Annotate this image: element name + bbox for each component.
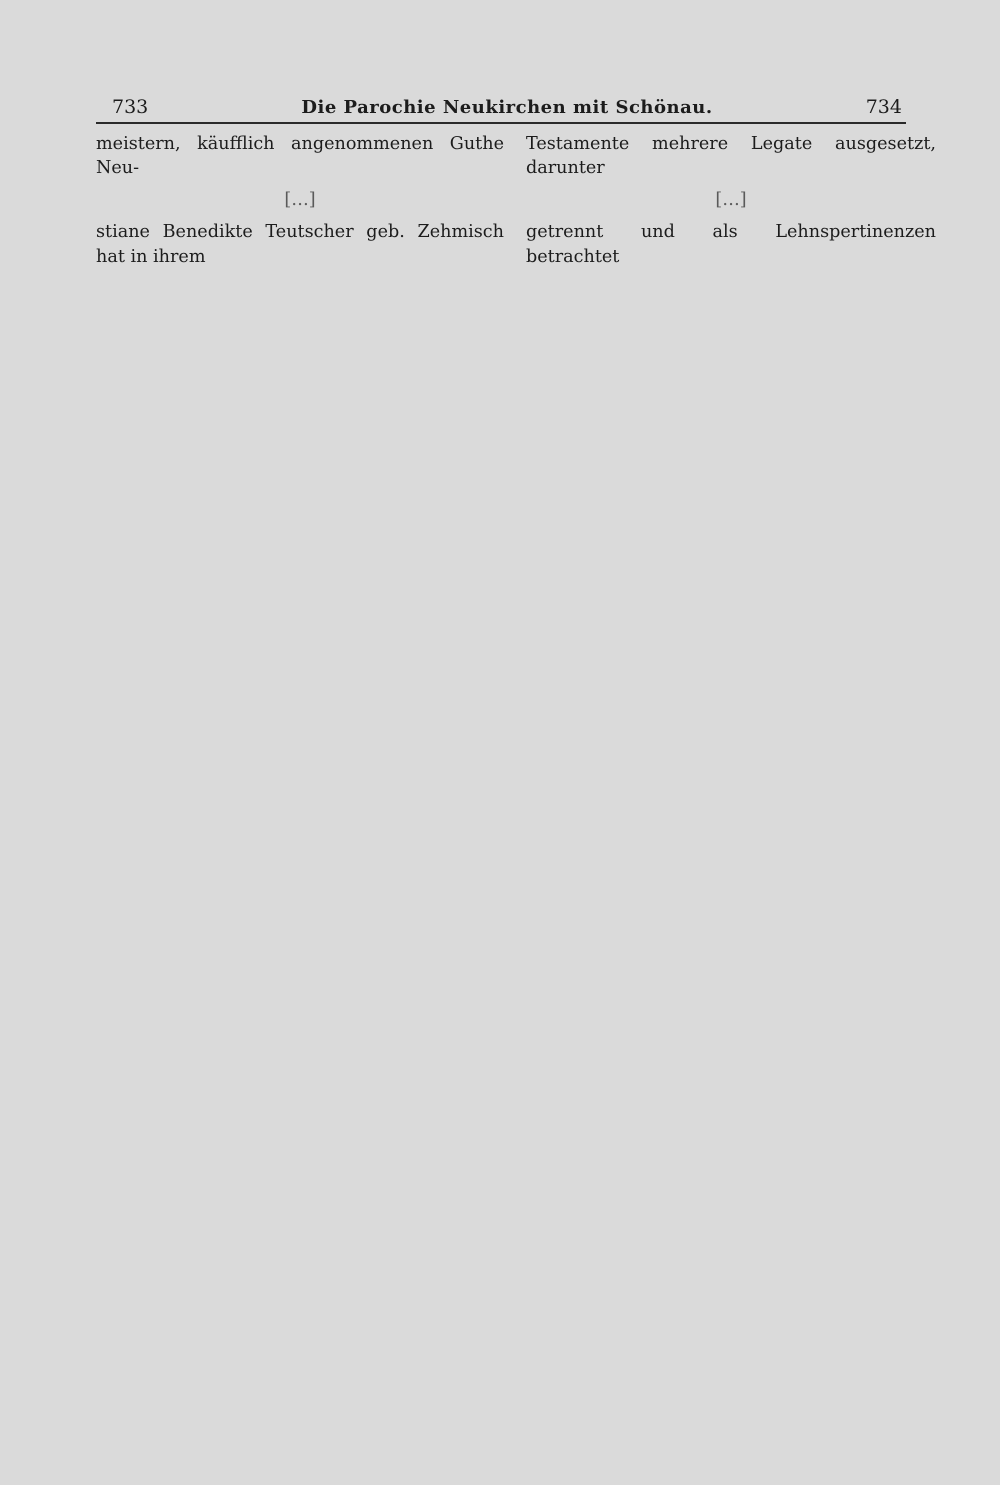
page-number-right: 734 bbox=[865, 96, 902, 118]
right-column-gap: […] bbox=[715, 190, 747, 211]
left-column-gap: […] bbox=[284, 190, 316, 211]
header-rule bbox=[96, 122, 906, 124]
left-column-opening: meistern, käufflich angenommenen Guthe Neu- bbox=[96, 134, 504, 179]
right-column-closing: getrennt und als Lehnspertinenzen betrachtet bbox=[526, 222, 936, 267]
left-column-closing: stiane Benedikte Teutscher geb. Zehmisch hat in ihrem bbox=[96, 222, 504, 267]
left-column bbox=[96, 132, 504, 269]
page-number-left: 733 bbox=[112, 96, 149, 118]
running-title: Die Parochie Neukirchen mit Schönau. bbox=[301, 97, 713, 118]
page-header bbox=[112, 88, 902, 118]
right-column bbox=[526, 132, 936, 269]
right-column-opening: Testamente mehrere Legate ausgesetzt, darunter bbox=[526, 134, 936, 179]
